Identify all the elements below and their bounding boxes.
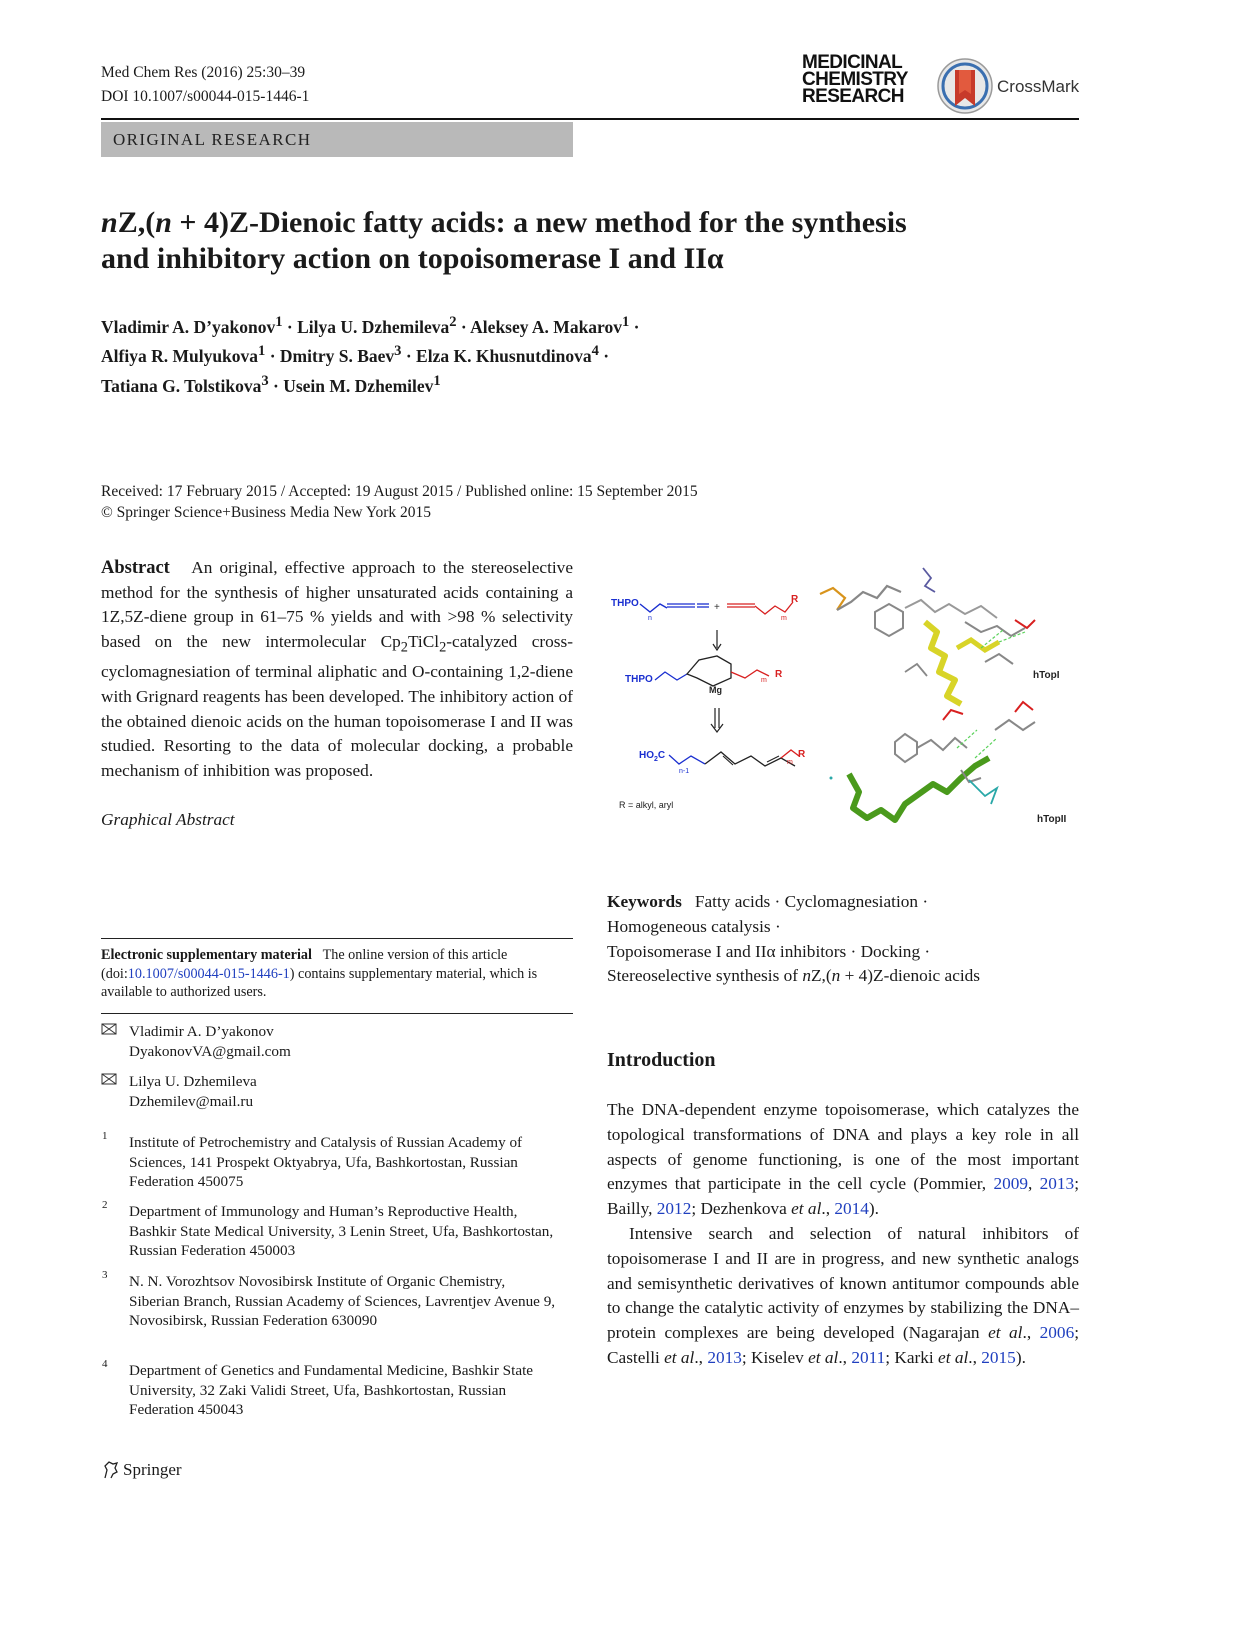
citation-link[interactable]: 2012 (656, 1199, 692, 1219)
author-name[interactable]: Vladimir A. D’yakonov (101, 316, 276, 337)
r-group-label: R (798, 749, 806, 760)
docking-image-htop2 (830, 702, 1036, 820)
abstract-sub: 2 (439, 639, 447, 656)
keyword-italic-n: n (831, 966, 841, 986)
journal-citation: Med Chem Res (2016) 25:30–39 (101, 64, 306, 81)
index-n-minus-1: n-1 (679, 768, 690, 775)
contact-email[interactable]: DyakonovVA@gmail.com (129, 1043, 291, 1060)
intro-etal: et al (664, 1347, 695, 1367)
affiliation-text: Department of Immunology and Human’s Reproductive Health, Bashkir State Medical University, 3 Lenin Street, Ufa, Bashkortostan, Russian Federation 450003 (129, 1203, 554, 1260)
intro-text: ; Bailly, (607, 1174, 1079, 1219)
author-name[interactable]: Usein M. Dzhemilev (283, 375, 434, 396)
intro-text: ., (821, 1199, 835, 1219)
thpo-label: THPO (611, 598, 639, 609)
graphical-abstract-figure (605, 552, 1085, 842)
keyword-part: Z,( (810, 966, 832, 986)
intro-paragraph-1 (607, 1098, 1079, 1222)
logo-line-1: MEDICINAL (802, 52, 903, 73)
contact-name: Lilya U. Dzhemileva (129, 1073, 257, 1090)
author-name[interactable]: Elza K. Khusnutdinova (416, 346, 592, 367)
logo-line-2: CHEMISTRY (802, 69, 908, 90)
diene-chain (705, 752, 795, 766)
header-rule (101, 118, 1079, 120)
abstract-text-c: -catalyzed cross-cyclomagnesiation of terminal aliphatic and O-containing 1,2-diene with Grignard reagents has been developed. The inhibitory action of the obtained dienoic acids on the human topoisomerase I and II was studied. Resorting to the data of molecular docking, a probable mechanism of inhibition was proposed. (101, 632, 573, 781)
htop2-label: hTopII (1037, 814, 1067, 825)
esm-bottom-rule (101, 1013, 573, 1014)
intro-text: ., (1022, 1323, 1040, 1343)
logo-line-3: RESEARCH (802, 86, 904, 107)
springer-horse-icon (101, 1460, 121, 1485)
abstract-label: Abstract (101, 558, 170, 578)
chain-bond (781, 750, 799, 758)
esm-note (101, 946, 573, 1002)
esm-label: Electronic supplementary material (101, 947, 312, 963)
intro-text: ). (1015, 1347, 1026, 1367)
arrow-head (711, 724, 723, 732)
plus-sign: + (714, 602, 720, 613)
copyright-line: © Springer Science+Business Media New York 2015 (101, 504, 432, 521)
citation-link[interactable]: 2013 (1039, 1174, 1075, 1194)
intro-etal: et al (808, 1347, 839, 1367)
author-name[interactable]: Dmitry S. Baev (279, 346, 395, 367)
chain-bond (669, 755, 705, 764)
abstract-text-a: An original, effective approach to the stereoselective method for the synthesis of higher unsaturated acids containing a 1Z,5Z-diene group in 61–75 % yields and with >98 % selectivity based on the new intermolecular Cp (101, 558, 573, 652)
esm-doi-link[interactable]: 10.1007/s00044-015-1446-1 (127, 965, 290, 982)
citation-link[interactable]: 2011 (851, 1347, 886, 1367)
author-affil-sup: 2 (449, 314, 457, 330)
index-m: m (761, 677, 767, 684)
chain-bond (640, 604, 667, 612)
carboxyl-c: C (657, 750, 666, 761)
affiliation-number: 1 (102, 1130, 108, 1142)
thpo-label: THPO (625, 674, 653, 685)
carboxyl-sub: 2 (654, 756, 658, 763)
intro-text: The DNA-dependent enzyme topoisomerase, which catalyzes the topological transformations of DNA and plays a key role in all aspects of genome functioning, is one of the most important enzymes that participate in the cell cycle (Pommier, (607, 1100, 1079, 1194)
author-affil-sup: 1 (622, 314, 630, 330)
abstract-text-b: TiCl (407, 632, 440, 652)
intro-text: ., (694, 1347, 708, 1367)
publication-dates (101, 481, 861, 523)
contact-2 (129, 1072, 257, 1112)
author-affil-sup: 3 (394, 343, 402, 360)
index-n: n (648, 615, 652, 622)
graphical-abstract-label: Graphical Abstract (101, 810, 235, 829)
intro-text: ). (868, 1199, 879, 1219)
carboxyl-ho: HO (639, 750, 654, 761)
doi-line: DOI 10.1007/s00044-015-1446-1 (101, 88, 310, 105)
r-definition: R = alkyl, aryl (619, 800, 674, 810)
intro-paragraph-2 (607, 1222, 1079, 1371)
author-name[interactable]: Tatiana G. Tolstikova (101, 375, 262, 396)
r-group-label: R (791, 594, 799, 605)
title-part1: Z,( (117, 206, 156, 239)
htop1-label: hTopI (1033, 670, 1060, 681)
chain-bond (755, 602, 793, 614)
keyword-part: Stereoselective synthesis of (607, 966, 803, 986)
author-name[interactable]: Alfiya R. Mulyukova (101, 346, 259, 367)
intro-text: ., (968, 1347, 982, 1367)
envelope-icon (101, 1022, 117, 1041)
abstract-sub: 2 (400, 639, 408, 656)
introduction-heading: Introduction (607, 1049, 716, 1071)
citation-link[interactable]: 2014 (834, 1199, 869, 1219)
envelope-icon (101, 1072, 117, 1091)
section-label: ORIGINAL RESEARCH (101, 122, 573, 157)
affiliation-number: 3 (102, 1269, 108, 1281)
magnesacyclopentane-ring (687, 656, 731, 686)
dates-line: Received: 17 February 2015 / Accepted: 19 August 2015 / Published online: 15 September 2015 (101, 483, 698, 500)
intro-text: ; Karki (885, 1347, 939, 1367)
intro-text: ; Dezhenkova (691, 1199, 792, 1219)
intro-etal: et al (791, 1199, 822, 1219)
intro-text: Intensive search and selection of natural inhibitors of topoisomerase I and II are in progress, and new synthetic analogs and semisynthetic derivatives of known antitumor compounds able to change the catalytic activity of enzymes by stabilizing the DNA–protein complexes are being developed (Nagarajan (607, 1223, 1079, 1343)
crossmark-icon[interactable] (937, 58, 993, 119)
article-title (101, 205, 1061, 277)
citation-link[interactable]: 2009 (993, 1174, 1028, 1194)
affiliation-number: 2 (102, 1199, 108, 1211)
intro-etal: et al (988, 1323, 1023, 1343)
citation-link[interactable]: 2013 (707, 1347, 742, 1367)
intro-text: ; Castelli (607, 1323, 1080, 1367)
chain-bond (655, 672, 687, 680)
keyword-italic-n: n (802, 966, 811, 986)
intro-etal: et al (938, 1347, 969, 1367)
index-m: m (781, 615, 787, 622)
docking-image-htop1 (820, 568, 1035, 704)
double-bond (767, 756, 779, 762)
contact-email[interactable]: Dzhemilev@mail.ru (129, 1093, 254, 1110)
affiliation-text: Institute of Petrochemistry and Catalysis of Russian Academy of Sciences, 141 Prospekt Oktyabrya, Ufa, Bashkortostan, Russian Federation 450075 (129, 1134, 523, 1191)
author-affil-sup: 1 (275, 314, 283, 330)
keywords-label: Keywords (607, 892, 682, 911)
affiliation-text: N. N. Vorozhtsov Novosibirsk Institute of Organic Chemistry, Siberian Branch, Russian Academy of Sciences, Lavrentjev Avenue 9, Novosibirsk, Russian Federation 630090 (129, 1273, 556, 1330)
title-n2: n (155, 206, 172, 239)
journal-logo (802, 54, 908, 105)
keywords (607, 890, 1077, 989)
esm-text-b: ) contains supplementary material, which is available to authorized users. (101, 965, 538, 1001)
introduction-body (607, 1098, 1079, 1371)
index-m: m (787, 759, 793, 766)
r-group-label: R (775, 669, 783, 680)
crossmark-label[interactable]: CrossMark (997, 77, 1080, 96)
affiliation-text: Department of Genetics and Fundamental Medicine, Bashkir State University, 32 Zaki Validi Street, Ufa, Bashkortostan, Russian Federation 450043 (129, 1362, 534, 1419)
author-affil-sup: 1 (258, 343, 266, 360)
title-line2: and inhibitory action on topoisomerase I and IIα (101, 242, 724, 275)
citation-link[interactable]: 2015 (981, 1347, 1016, 1367)
author-affil-sup: 3 (261, 372, 269, 389)
keyword-line: Topoisomerase I and IIα inhibitors · Docking · (607, 941, 931, 961)
title-part2: + 4)Z-Dienoic fatty acids: a new method for the synthesis (171, 206, 907, 239)
citation-link[interactable]: 2006 (1039, 1323, 1075, 1343)
contact-name: Vladimir A. D’yakonov (129, 1023, 274, 1040)
publisher-name: Springer (123, 1460, 182, 1479)
keyword-line: Homogeneous catalysis · (607, 916, 781, 936)
author-list: Vladimir A. D’yakonov$^1$ · Lilya U. Dzhemileva$^2$ · Aleksey A. Makarov$^1$ · Alfiya R. Mulyukova$^1$ · Dmitry S. Baev$^3$ · Elza K. Khusnutdinova$^4$ · Tatiana G. Tolstikova$^3$ · Usein M. Dzhemilev$^1$ (101, 314, 640, 396)
abstract (101, 556, 573, 784)
esm-text-a: The online version of this article (doi: (101, 947, 508, 982)
mg-label: Mg (709, 685, 722, 695)
author-name[interactable]: Lilya U. Dzhemileva (297, 316, 450, 337)
affiliation-number: 4 (102, 1358, 108, 1370)
keyword-line: Fatty acids · Cyclomagnesiation · (694, 892, 929, 911)
carboxyl-label (639, 750, 665, 763)
esm-top-rule (101, 938, 573, 939)
author-name[interactable]: Aleksey A. Makarov (470, 316, 622, 337)
title-n1: n (101, 206, 118, 239)
author-affil-sup: 1 (433, 372, 441, 389)
intro-text: ; Kiselev (741, 1347, 809, 1367)
author-affil-sup: 4 (591, 343, 599, 360)
intro-text: , (1028, 1174, 1040, 1194)
intro-text: ., (838, 1347, 852, 1367)
keyword-part: + 4)Z-dienoic acids (840, 966, 981, 986)
contact-1 (129, 1022, 291, 1062)
